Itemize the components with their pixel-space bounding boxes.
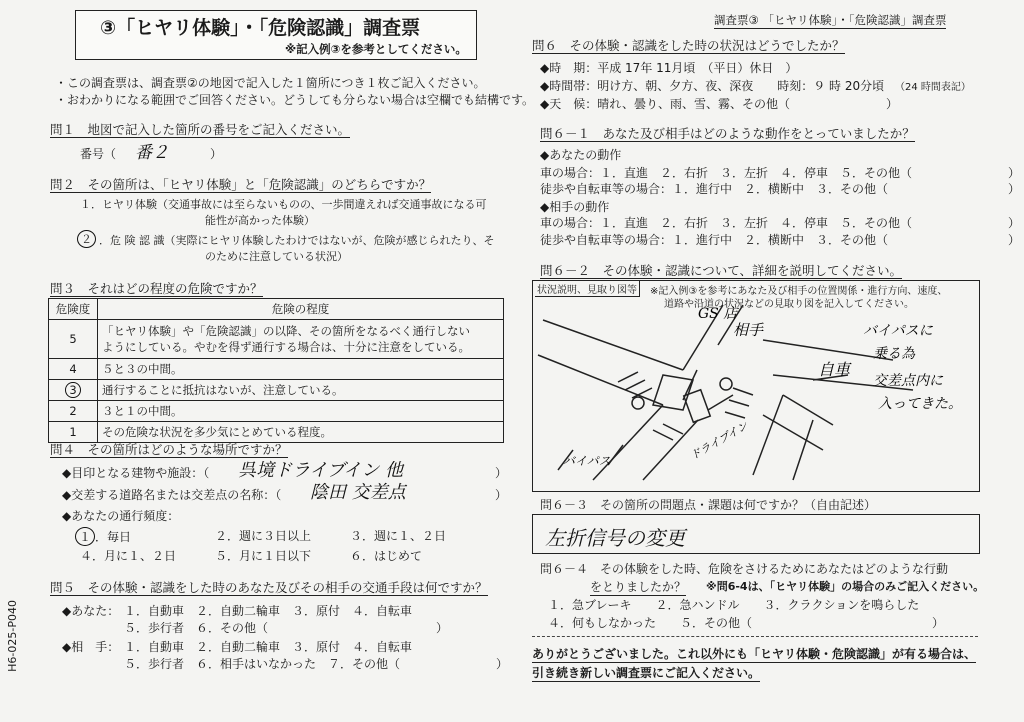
header-right: 調査票③ 「ヒヤリ体験」・「危険認識」調査票 (714, 13, 947, 27)
q6-time-note: （24 時間表記） (895, 82, 971, 93)
table-header: 危険の程度 (98, 299, 504, 320)
q4-intersection-label: ◆交差する道路名または交差点の名称：（ (62, 488, 282, 502)
sketch-note-2: 道路や沿道の状況などの見取り図を記入してください。 (664, 299, 914, 310)
q61-you-walk: 徒歩や自転車等の場合：１．進行中 ２．横断中 ３．その他（ ） (540, 182, 1021, 196)
q3-title: 問３ それはどの程度の危険ですか？ (50, 281, 263, 296)
q2-option-1: １．ヒヤリ体験（交通事故には至らないものの、一歩間違えれば交通事故になる可 (80, 198, 487, 211)
q2-option-2-cont: のために注意している状況） (205, 250, 348, 263)
freq-option: ２．週に３日以上 (215, 529, 312, 543)
q2-title: 問２ その箇所は、「ヒヤリ体験」と「危険認識」のどちらですか？ (50, 177, 432, 192)
q4-intersection-close: ） (495, 488, 508, 502)
freq-option: ４．月に１、２日 (80, 549, 177, 563)
intro-line-1: ・この調査票は、調査票②の地図で記入した１箇所につき１枚ご記入ください。 (55, 76, 486, 90)
q5-you-label: ◆あなた： (62, 604, 120, 618)
q6-weather: ◆天 候：晴れ、曇り、雨、雪、霧、その他（ ） (540, 97, 898, 111)
table-row: 1 その危険な状況を多少気にとめている程度。 (49, 422, 504, 443)
title-note: ※記入例③を参考としてください。 (285, 42, 467, 56)
q5-other-options: １．自動車 ２．自動二輪車 ３．原付 ４．自転車 (124, 640, 413, 654)
q6-time: ◆時間帯：明け方、朝、夕方、夜、深夜 時刻：９ 時 20分頃 (540, 79, 885, 93)
sketch-label-bypass: バイパス (563, 454, 611, 468)
q64-note: ※問6-4は、「ヒヤリ体験」の場合のみご記入ください。 (706, 580, 985, 593)
thanks-line-1: ありがとうございました。これ以外にも「ヒヤリ体験・危険認識」が有る場合は、 (532, 647, 977, 661)
freq-option: ３．週に１、２日 (350, 529, 447, 543)
sketch-note-line: バイパスに (863, 323, 933, 339)
table-row: 3 通行することに抵抗はないが、注意している。 (49, 380, 504, 401)
thanks-line-2: 引き続き新しい調査票にご記入ください。 (532, 666, 761, 680)
freq-option: １ ．毎日 (75, 527, 131, 546)
q4-landmark-label: ◆目印となる建物や施設：（ (62, 466, 210, 480)
q5-other-label: ◆相 手： (62, 640, 120, 654)
table-row: 2 ３と１の中間。 (49, 401, 504, 422)
q2-option-2-num: ２ (77, 230, 96, 248)
sketch-label-gs: GS 店 (698, 306, 738, 322)
q1-label: 番号（ (80, 147, 117, 161)
sketch-label-drivein: ドライブイン (688, 419, 751, 463)
thanks-divider (532, 636, 978, 637)
sketch-note-line: 乗る為 (873, 346, 915, 362)
q64-title: 問６－４ その体験をした時、危険をさけるためにあなたはどのような行動 (540, 562, 949, 576)
q64-options-2: ４．何もしなかった ５．その他（ ） (548, 616, 945, 630)
q4-title: 問４ その箇所はどのような場所ですか？ (50, 442, 288, 457)
q62-title: 問６－２ その体験・認識について、詳細を説明してください。 (540, 263, 903, 278)
q4-landmark-answer: 呉境ドライブイン 他 (238, 460, 404, 481)
sketch-note-1: ※記入例③を参考にあなた及び相手の位置関係・進行方向、速度、 (650, 286, 948, 297)
q2-option-1-cont: 能性が高かった体験） (205, 214, 315, 227)
q61-you-car: 車の場合：１．直進 ２．右折 ３．左折 ４．停車 ５．その他（ ） (540, 166, 1021, 180)
q4-frequency-label: ◆あなたの通行頻度： (62, 509, 180, 523)
freq-option: ５．月に１日以下 (215, 549, 312, 563)
table-row: 4 ５と３の中間。 (49, 359, 504, 380)
q5-title: 問５ その体験・認識をした時のあなた及びその相手の交通手段は何ですか？ (50, 580, 488, 595)
q61-title: 問６－１ あなた及び相手はどのような動作をとっていましたか？ (540, 126, 915, 141)
freq-option: ６．はじめて (350, 549, 423, 563)
q61-other-car: 車の場合：１．直進 ２．右折 ３．左折 ４．停車 ５．その他（ ） (540, 216, 1021, 230)
sketch-box-label: 状況説明、見取り図等 (535, 281, 640, 297)
q6-period: ◆時 期：平成 17年 11月頃 （平日）休日 ） (540, 61, 798, 75)
table-row: 5 「ヒヤリ体験」や「危険認識」の以降、その箇所をなるべく通行しない ようにしている。やむを得ず通行する場合は、十分に注意をしている。 (49, 320, 504, 359)
q1-title: 問１ 地図で記入した箇所の番号をご記入ください。 (50, 122, 351, 137)
q2-option-2: ．危 険 認 識（実際にヒヤリ体験したわけではないが、危険が感じられたり、そ (99, 234, 495, 247)
q61-you: ◆あなたの動作 (540, 148, 622, 162)
q64-title-2: をとりましたか？ (590, 580, 687, 594)
intersection-sketch (533, 300, 973, 488)
page-title: ③「ヒヤリ体験」・「危険認識」調査票 (100, 17, 421, 39)
q63-answer: 左折信号の変更 (545, 526, 685, 550)
q1-close: ） (210, 147, 223, 161)
q64-options: １．急ブレーキ ２．急ハンドル ３．クラクションを鳴らした (548, 598, 920, 612)
q5-other-options-2: ５．歩行者 ６．相手はいなかった ７．その他（ ） (124, 657, 509, 671)
q4-landmark-close: ） (495, 466, 508, 480)
sketch-note-line: 入ってきた。 (878, 396, 962, 412)
side-code: H6-025-P040 (6, 600, 19, 672)
table-header: 危険度 (49, 299, 98, 320)
sketch-label-aite: 相手 (733, 321, 764, 339)
q1-answer: 番２ (135, 143, 169, 163)
q5-you-options: １．自動車 ２．自動二輪車 ３．原付 ４．自転車 (124, 604, 413, 618)
q63-title: 問６－３ その箇所の問題点・課題は何ですか？（自由記述） (540, 498, 877, 512)
danger-level-table (48, 298, 504, 443)
q4-intersection-answer: 陰田 交差点 (310, 482, 406, 503)
intro-line-2: ・おわかりになる範囲でご回答ください。どうしても分らない場合は空欄でも結構です。 (55, 93, 535, 107)
sketch-note-line: 交差点内に (873, 373, 943, 389)
sketch-label-jisha: 自車 (818, 360, 851, 379)
q5-you-options-2: ５．歩行者 ６．その他（ ） (124, 621, 449, 635)
q61-other: ◆相手の動作 (540, 200, 610, 214)
q6-title: 問６ その体験・認識をした時の状況はどうでしたか？ (532, 38, 845, 53)
q61-other-walk: 徒歩や自転車等の場合：１．進行中 ２．横断中 ３．その他（ ） (540, 233, 1021, 247)
